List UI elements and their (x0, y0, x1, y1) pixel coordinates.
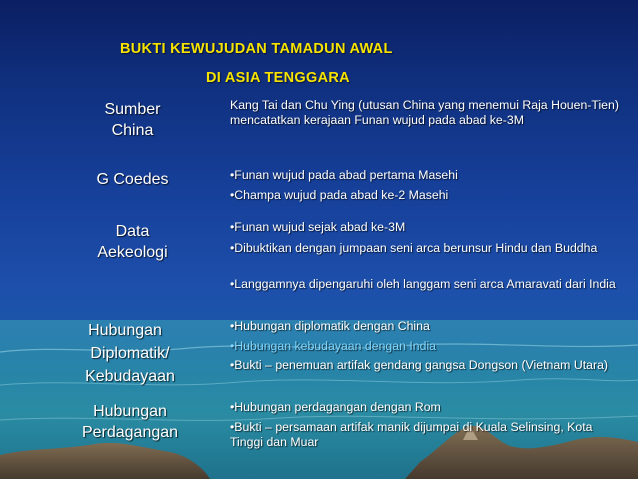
perdagangan-item-2: •Bukti – persamaan artifak manik dijumpai di Kuala Selinsing, Kota Tinggi dan Muar (230, 420, 593, 449)
sumber-china-text: Kang Tai dan Chu Ying (utusan China yang menemui Raja Houen-Tien) mencatatkan kerajaan Funan wujud pada abad ke-3M (230, 98, 619, 127)
label-line: Hubungan (88, 322, 162, 339)
g-coedes-item-2: •Champa wujud pada abad ke-2 Masehi (230, 188, 449, 202)
label-hubungan-perdagangan (65, 401, 195, 443)
label-line: Sumber (104, 101, 161, 118)
slide-title-line-2: DI ASIA TENGGARA (206, 70, 350, 86)
label-line: Diplomatik/ (90, 345, 170, 362)
perdagangan-item-1: •Hubungan perdagangan dengan Rom (230, 400, 441, 414)
label-sumber-china (75, 99, 190, 141)
label-line: Data (115, 223, 150, 240)
label-line: China (111, 122, 154, 139)
label-line: Perdagangan (81, 424, 179, 441)
label-line: Hubungan (93, 403, 167, 420)
data-aekeologi-item-2: •Dibuktikan dengan jumpaan seni arca berunsur Hindu dan Buddha (230, 241, 598, 255)
label-g-coedes (70, 169, 195, 190)
diplomatik-item-2: •Hubungan kebudayaan dengan India (230, 339, 437, 353)
data-aekeologi-item-3: •Langgamnya dipengaruhi oleh langgam seni arca Amaravati dari India (230, 277, 616, 291)
label-hubungan-diplomatik (65, 319, 195, 388)
label-line: Aekeologi (97, 244, 168, 261)
slide-title-line-1: BUKTI KEWUJUDAN TAMADUN AWAL (120, 41, 393, 57)
diplomatik-item-1: •Hubungan diplomatik dengan China (230, 319, 430, 333)
g-coedes-item-1: •Funan wujud pada abad pertama Masehi (230, 168, 458, 182)
label-line: G Coedes (96, 171, 169, 188)
diplomatik-item-3: •Bukti – penemuan artifak gendang gangsa Dongson (Vietnam Utara) (230, 358, 609, 372)
label-line: Kebudayaan (85, 368, 175, 385)
label-data-aekeologi (70, 221, 195, 263)
data-aekeologi-item-1: •Funan wujud sejak abad ke-3M (230, 220, 406, 234)
